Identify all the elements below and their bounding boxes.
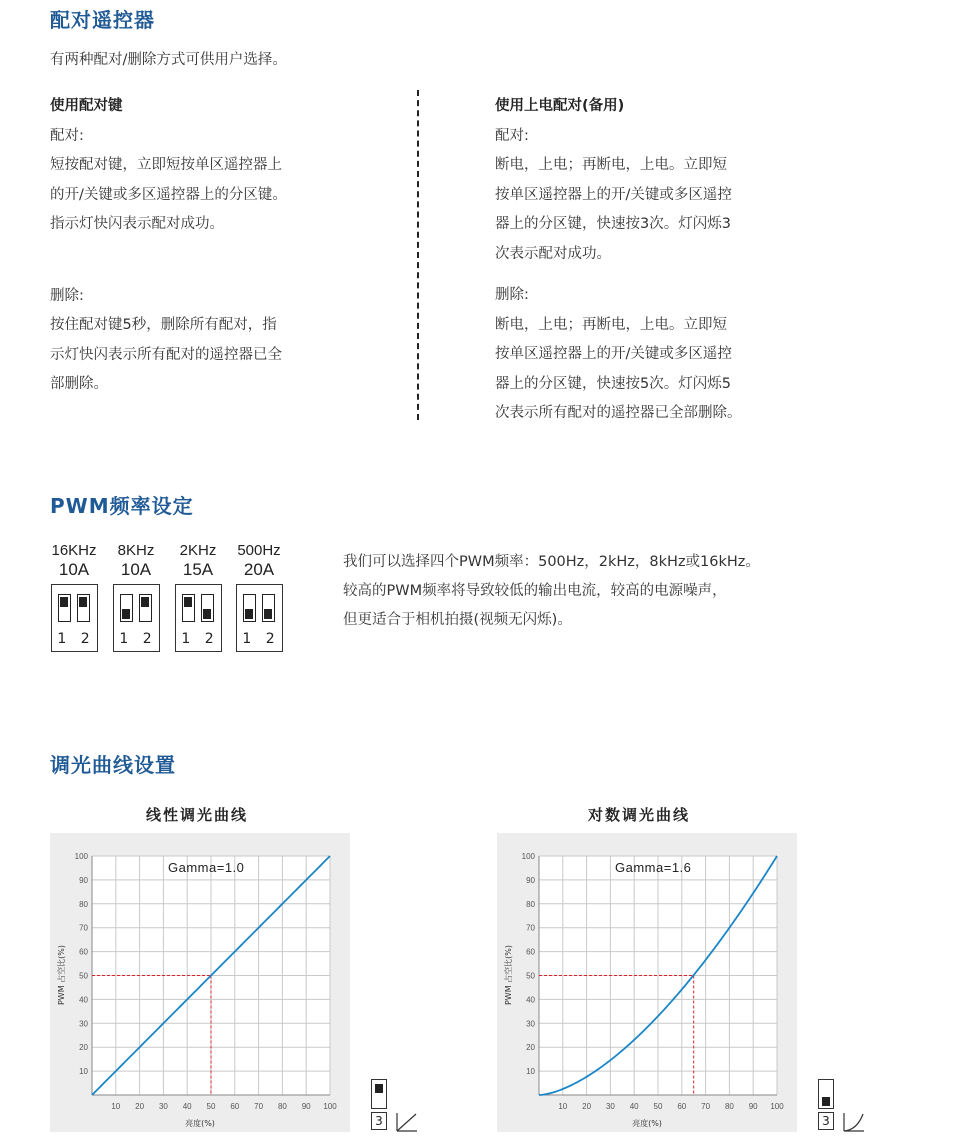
x-tick-label: 30	[158, 1102, 168, 1111]
pwm-option	[108, 542, 164, 652]
x-tick-label: 30	[605, 1102, 615, 1111]
dip-switch-numbers	[114, 631, 159, 647]
pwm-description	[343, 548, 813, 635]
y-tick-label: 90	[79, 875, 88, 885]
x-tick-label: 70	[254, 1102, 264, 1111]
dip-switch-2	[262, 594, 275, 622]
dip-switch-numbers	[52, 631, 97, 647]
pwm-frequency: 8KHz	[117, 542, 155, 559]
x-tick-label: 50	[206, 1102, 216, 1111]
dip-number: 2	[80, 631, 95, 647]
x-tick-label: 10	[111, 1102, 121, 1111]
pairing-method-button	[50, 92, 350, 400]
delete-line: 断电，上电；再断电，上电。立即短	[495, 316, 727, 333]
chart-log	[497, 833, 797, 1132]
y-tick-label: 70	[526, 923, 535, 933]
pair-line: 断电，上电；再断电，上电。立即短	[495, 157, 727, 173]
dip-switch-number: 3	[371, 1112, 387, 1130]
pwm-current: 20A	[243, 560, 275, 579]
x-tick-label: 80	[724, 1102, 734, 1111]
delete-line: 示灯快闪表示所有配对的遥控器已全	[50, 346, 282, 363]
x-tick-label: 40	[182, 1102, 192, 1111]
dip-switch-number: 3	[818, 1112, 834, 1130]
pwm-current: 10A	[120, 560, 152, 579]
dip-number: 1	[242, 631, 257, 647]
gamma-annotation: Gamma=1.0	[168, 860, 245, 875]
dip-number: 1	[119, 631, 134, 647]
x-tick-label: 90	[748, 1102, 758, 1111]
x-axis-label: 亮度(%)	[185, 1119, 215, 1128]
dip-switch-2	[77, 594, 90, 622]
y-tick-label: 60	[79, 947, 88, 957]
dip-switch-knob	[184, 597, 192, 607]
x-tick-label: 100	[770, 1102, 784, 1111]
delete-label: 删除:	[50, 287, 84, 304]
x-tick-label: 20	[582, 1102, 592, 1111]
dip-switch-numbers	[176, 631, 221, 647]
pair-label: 配对:	[495, 127, 529, 144]
x-axis-label: 亮度(%)	[632, 1119, 662, 1128]
dip-switch-1	[182, 594, 195, 622]
x-tick-label: 90	[301, 1102, 311, 1111]
dip-switch-knob	[141, 597, 149, 607]
y-tick-label: 80	[526, 899, 535, 909]
pairing-method-power	[495, 92, 795, 429]
chart-title-linear: 线性调光曲线	[146, 806, 249, 824]
x-tick-label: 60	[677, 1102, 687, 1111]
dip-switch-2	[201, 594, 214, 622]
pwm-frequency: 500Hz	[237, 542, 281, 559]
y-tick-label: 50	[526, 971, 535, 981]
chart-log-svg	[497, 833, 797, 1132]
x-tick-label: 70	[701, 1102, 711, 1111]
y-tick-label: 100	[74, 852, 88, 861]
y-tick-label: 10	[526, 1067, 535, 1077]
y-tick-label: 20	[79, 1043, 88, 1053]
pair-line: 指示灯快闪表示配对成功。	[50, 216, 224, 232]
dip-number: 1	[181, 631, 196, 647]
section-title-pairing: 配对遥控器	[50, 8, 155, 32]
pair-line: 按单区遥控器上的开/关键或多区遥控	[495, 186, 732, 203]
column-divider	[417, 90, 419, 420]
dip-number: 2	[142, 631, 157, 647]
pwm-current: 10A	[58, 560, 90, 579]
delete-line: 器上的分区键，快速按5次。灯闪烁5	[495, 375, 731, 392]
dip-switch-knob	[822, 1097, 830, 1106]
dip-switch-3-linear	[371, 1079, 387, 1109]
delete-line: 按住配对键5秒，删除所有配对，指	[50, 317, 277, 333]
dip-switch-knob	[245, 609, 253, 619]
chart-title-log: 对数调光曲线	[588, 806, 691, 824]
delete-line: 部删除。	[50, 376, 108, 392]
pwm-desc-line: 较高的PWM频率将导致较低的输出电流，较高的电源噪声，	[343, 583, 727, 599]
chart-linear	[50, 833, 350, 1132]
pair-line: 的开/关键或多区遥控器上的分区键。	[50, 186, 287, 203]
delete-label: 删除:	[495, 287, 529, 303]
pair-line: 器上的分区键，快速按3次。灯闪烁3	[495, 216, 731, 232]
y-tick-label: 100	[521, 852, 535, 861]
dip-switch	[175, 584, 222, 652]
dip-switch-knob	[264, 609, 272, 619]
x-tick-label: 80	[277, 1102, 287, 1111]
x-tick-label: 50	[653, 1102, 663, 1111]
delete-line: 次表示所有配对的遥控器已全部删除。	[495, 405, 742, 421]
y-tick-label: 80	[79, 899, 88, 909]
y-tick-label: 30	[526, 1019, 535, 1029]
pair-line: 短按配对键，立即短按单区遥控器上	[50, 157, 282, 173]
y-tick-label: 30	[79, 1019, 88, 1029]
pwm-desc-line: 我们可以选择四个PWM频率：500Hz，2kHz，8kHz或16kHz。	[343, 554, 760, 570]
dip-number: 1	[57, 631, 72, 647]
dip-switch-1	[58, 594, 71, 622]
dip-switch-3-log	[818, 1079, 834, 1109]
pair-label: 配对:	[50, 127, 84, 144]
method-heading: 使用配对键	[50, 98, 123, 114]
dip-switch	[113, 584, 160, 652]
chart-linear-svg	[50, 833, 350, 1132]
pwm-frequency: 16KHz	[51, 542, 97, 559]
section-title-dimming: 调光曲线设置	[50, 753, 176, 777]
x-tick-label: 100	[323, 1102, 337, 1111]
dip-switch-knob	[375, 1084, 383, 1093]
delete-line: 按单区遥控器上的开/关键或多区遥控	[495, 346, 732, 362]
dip-switch-1	[120, 594, 133, 622]
method-heading: 使用上电配对(备用)	[495, 98, 625, 114]
dip-switch-2	[139, 594, 152, 622]
pwm-frequency: 2KHz	[179, 542, 217, 559]
section-title-pwm: PWM频率设定	[50, 494, 194, 518]
x-tick-label: 60	[230, 1102, 240, 1111]
y-tick-label: 50	[79, 971, 88, 981]
dip-number: 2	[265, 631, 280, 647]
dip-switch-numbers	[237, 631, 282, 647]
gamma-annotation: Gamma=1.6	[615, 860, 692, 875]
y-tick-label: 60	[526, 947, 535, 957]
dip-switch	[236, 584, 283, 652]
y-tick-label: 40	[526, 995, 535, 1005]
y-axis-label: PWM 占空比(%)	[57, 944, 66, 1006]
x-tick-label: 10	[558, 1102, 568, 1111]
pwm-option	[170, 542, 226, 652]
pair-line: 次表示配对成功。	[495, 245, 611, 262]
pairing-intro: 有两种配对/删除方式可供用户选择。	[50, 52, 287, 68]
log-curve-icon	[843, 1112, 865, 1132]
pwm-option	[231, 542, 287, 652]
y-tick-label: 20	[526, 1043, 535, 1053]
y-tick-label: 90	[526, 875, 535, 885]
dip-switch	[51, 584, 98, 652]
dip-switch-1	[243, 594, 256, 622]
pwm-desc-line: 但更适合于相机拍摄(视频无闪烁)。	[343, 612, 572, 628]
y-axis-label: PWM 占空比(%)	[504, 944, 513, 1006]
y-tick-label: 10	[79, 1067, 88, 1077]
dip-switch-knob	[79, 597, 87, 607]
x-tick-label: 20	[135, 1102, 145, 1111]
linear-curve-icon	[396, 1112, 418, 1132]
pwm-option	[46, 542, 102, 652]
y-tick-label: 40	[79, 995, 88, 1005]
dip-switch-knob	[203, 609, 211, 619]
pwm-current: 15A	[182, 560, 214, 579]
x-tick-label: 40	[629, 1102, 639, 1111]
dip-switch-knob	[122, 609, 130, 619]
y-tick-label: 70	[79, 923, 88, 933]
dip-number: 2	[204, 631, 219, 647]
dip-switch-knob	[60, 597, 68, 607]
